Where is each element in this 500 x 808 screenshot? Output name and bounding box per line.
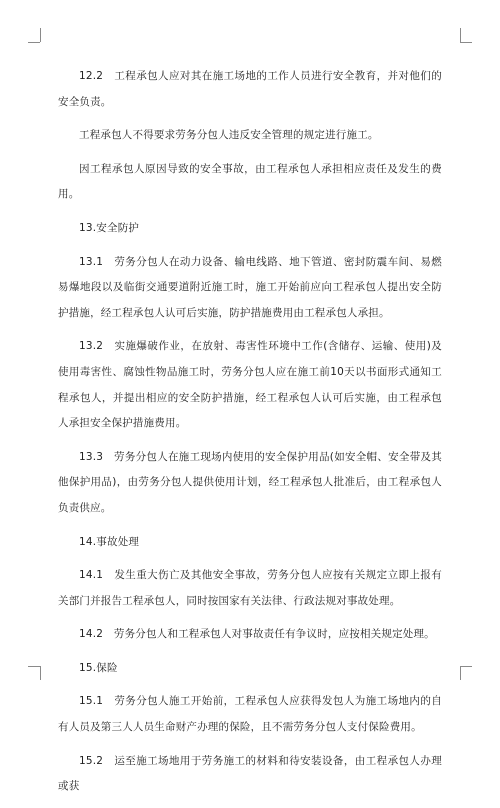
- document-body: [58, 64, 442, 808]
- section-heading-safety-protection: 13.安全防护: [79, 221, 140, 234]
- clause-13-2: 13.2 实施爆破作业，在放射、毒害性环境中工作(含储存、运输、使用)及使用毒害性、腐蚀性物品施工时，劳务分包人应在施工前10天以书面形式通知工程承包人，并提出相应的安全防护措施，经工程承包人认可后实施，由工程承包人承担安全保护措施费用。: [58, 340, 442, 430]
- crop-mark-top-left-horizontal: [28, 42, 40, 43]
- clause-12-2-no-violation: 工程承包人不得要求劳务分包人违反安全管理的规定进行施工。: [79, 129, 379, 142]
- crop-mark-top-right: [460, 28, 461, 42]
- crop-mark-top-left: [40, 28, 41, 42]
- crop-mark-bottom-left: [40, 666, 41, 680]
- clause-13-1: 13.1 劳务分包人在动力设备、输电线路、地下管道、密封防震车间、易燃易爆地段以及临街交通要道附近施工时，施工开始前应向工程承包人提出安全防护措施，经工程承包人认可后实施，防护措施费用由工程承包人承担。: [58, 255, 442, 319]
- clause-12-2-liability: 因工程承包人原因导致的安全事故，由工程承包人承担相应责任及发生的费用。: [58, 162, 442, 201]
- section-heading-accident-handling: 14.事故处理: [79, 535, 140, 548]
- crop-mark-bottom-right-horizontal: [460, 666, 472, 667]
- section-heading-insurance: 15.保险: [79, 661, 118, 674]
- clause-13-3: 13.3 劳务分包人在施工现场内使用的安全保护用品(如安全帽、安全带及其他保护用品)，由劳务分包人提供使用计划，经工程承包人批准后，由工程承包人负责供应。: [58, 450, 442, 514]
- clause-14-1: 14.1 发生重大伤亡及其他安全事故，劳务分包人应按有关规定立即上报有关部门并报告工程承包人，同时按国家有关法律、行政法规对事故处理。: [58, 569, 442, 607]
- clause-15-1: 15.1 劳务分包人施工开始前，工程承包人应获得发包人为施工场地内的自有人员及第三人人员生命财产办理的保险，且不需劳务分包人支付保险费用。: [58, 695, 442, 734]
- clause-12-2: 12.2 工程承包人应对其在施工场地的工作人员进行安全教育，并对他们的安全负责。: [58, 70, 442, 108]
- clause-15-2: 15.2 运至施工场地用于劳务施工的材料和待安装设备，由工程承包人办理或获: [58, 754, 442, 793]
- crop-mark-bottom-right: [460, 666, 461, 680]
- crop-mark-top-right-horizontal: [460, 42, 472, 43]
- crop-mark-bottom-left-horizontal: [28, 666, 40, 667]
- clause-14-2: 14.2 劳务分包人和工程承包人对事故责任有争议时，应按相关规定处理。: [79, 628, 435, 641]
